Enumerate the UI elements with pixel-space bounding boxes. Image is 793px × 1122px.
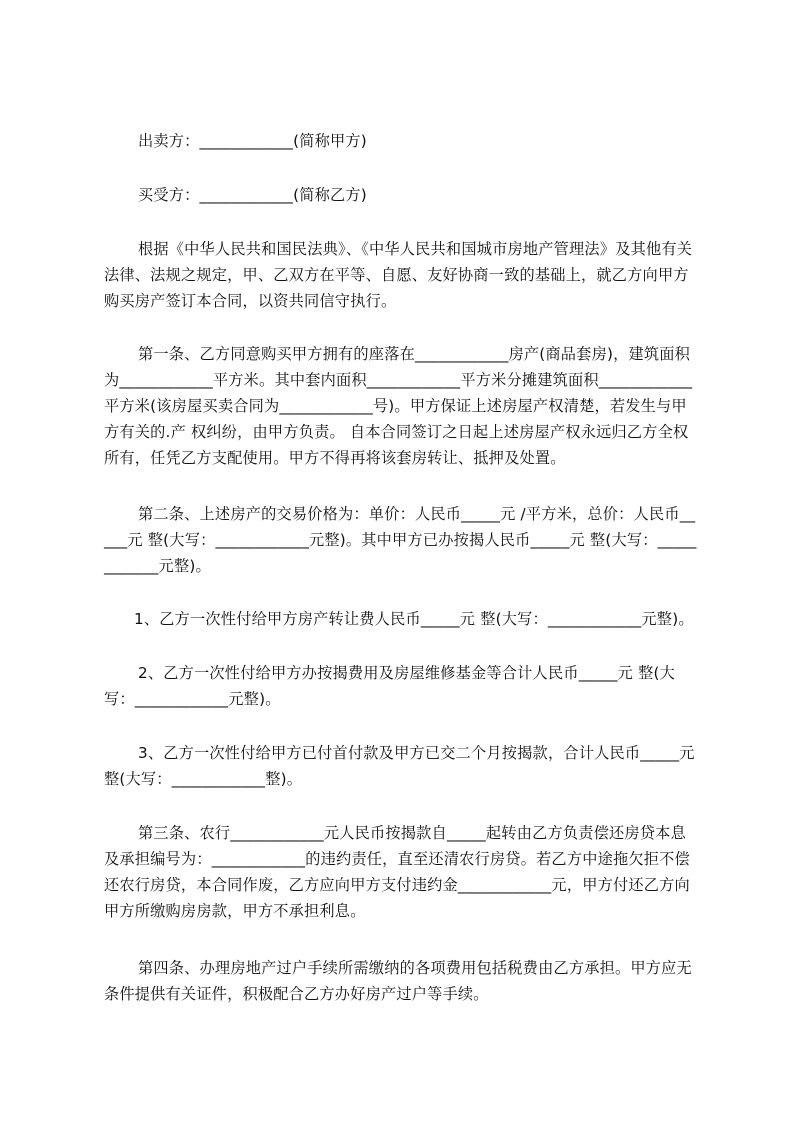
buyer-line: 买受方：____________(简称乙方) [138, 186, 367, 204]
payment-item-three: 3、乙方一次性付给甲方已付首付款及甲方已交二个月按揭款，合计人民币_____元 整(大写：____________整)。 [104, 744, 695, 788]
article-three: 第三条、农行____________元人民币按揭款自_____起转由乙方负责偿还房贷本息及承担编号为：____________的违约责任，直至还清农行房贷。若乙方中途拖欠拒不偿还农行房贷，本合同作废，乙方应向甲方支付违约金____________元，甲方付还乙方向甲方所缴购房房款，甲方不承担利息。 [104, 824, 690, 920]
article-four: 第四条、办理房地产过户手续所需缴纳的各项费用包括税费由乙方承担。甲方应无条件提供有关证件，积极配合乙方办好房产过户等手续。 [104, 959, 692, 1003]
article-two: 第二条、上述房产的交易价格为：单价：人民币_____元 /平方米，总价：人民币_____元 整(大写：____________元整)。其中甲方已办按揭人民币_____元 整(大写：____________元整)。 [104, 505, 697, 575]
seller-line: 出卖方：____________(简称甲方) [138, 132, 367, 150]
payment-item-two: 2、乙方一次性付给甲方办按揭费用及房屋维修基金等合计人民币_____元 整(大写：____________元整)。 [104, 664, 675, 708]
payment-item-one: 1、乙方一次性付给甲方房产转让费人民币_____元 整(大写：____________元整)。 [134, 610, 694, 628]
contract-preamble: 根据《中华人民共和国民法典》、《中华人民共和国城市房地产管理法》及其他有关法律、法规之规定，甲、乙双方在平等、自愿、友好协商一致的基础上，就乙方向甲方购买房产签订本合同，以资共同信守执行。 [104, 240, 693, 310]
article-one: 第一条、乙方同意购买甲方拥有的座落在____________房产(商品套房)，建筑面积为____________平方米。其中套内面积____________平方米分摊建筑面积____________平方米(该房屋买卖合同为____________号)。甲方保证上述房屋产权清楚，若发生与甲方有关的.产 权纠纷，由甲方负责。 自本合同签订之日起上述房屋产权永远归乙方全权所有，任凭乙方支配使用。甲方不得再将该套房转让、抵押及处置。 [104, 345, 693, 467]
